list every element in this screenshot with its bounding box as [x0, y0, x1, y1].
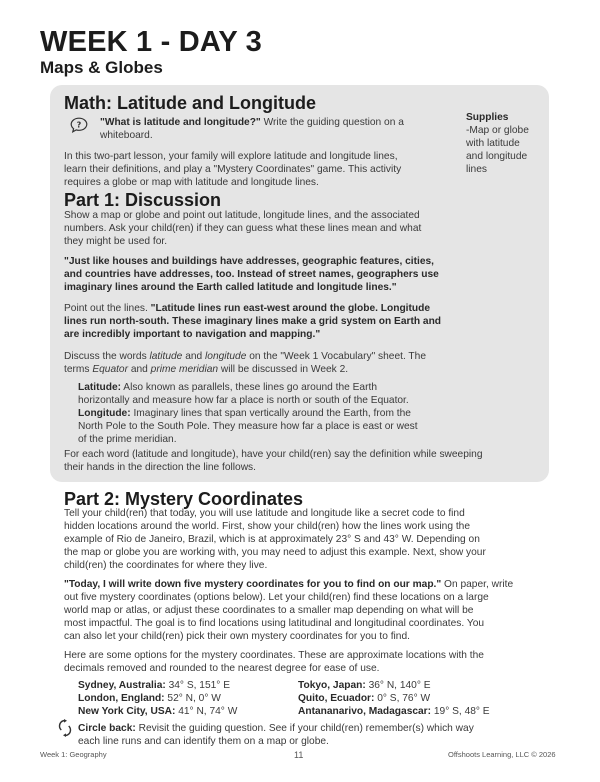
text-fragment: on the "Week 1 Vocabulary" sheet. The: [246, 351, 426, 362]
coord-place: New York City, USA:: [78, 706, 176, 717]
text-line: child(ren) the coordinates for where they live.: [64, 560, 268, 571]
page-subtitle: Maps & Globes: [40, 58, 163, 77]
guiding-question-rest: Write the guiding question on a: [260, 117, 404, 128]
text-line: the map or globe you are working with, you may need to adjust this example. Next, show your: [64, 547, 486, 558]
coord-value: 52° N, 0° W: [164, 693, 221, 704]
text-line: most impactful. The goal is to find locations using latitudinal and longitudinal coordinates. You: [64, 618, 485, 629]
supplies-line: and longitude: [466, 151, 528, 162]
text-line: Here are some options for the mystery coordinates. These are approximate locations with the: [64, 650, 484, 661]
text-fragment: will be discussed in Week 2.: [218, 364, 349, 375]
term-italic: Equator: [92, 364, 128, 375]
coord-value: 0° S, 76° W: [374, 693, 431, 704]
intro-line: In this two-part lesson, your family will explore latitude and longitude lines,: [64, 151, 398, 162]
mystery-quote: "Today, I will write down five mystery coordinates for you to find on our map.": [64, 579, 442, 590]
text-line: hidden locations around the world. First, show your child(ren) how the lines work using the: [64, 521, 471, 532]
math-intro: [64, 150, 401, 189]
term-italic: longitude: [205, 351, 247, 362]
coord-value: 19° S, 48° E: [431, 706, 490, 717]
supplies-line: with latitude: [466, 138, 520, 149]
coord-value: 41° N, 74° W: [175, 706, 238, 717]
text-line: decimals removed and rounded to the nearest degree for ease of use.: [64, 663, 380, 674]
coord-place: Quito, Ecuador:: [298, 693, 375, 704]
circle-back-icon: [58, 719, 72, 737]
coord-value: 36° N, 140° E: [365, 680, 431, 691]
part1-heading: Part 1: Discussion: [64, 190, 222, 210]
coord-place: Antananarivo, Madagascar:: [298, 706, 432, 717]
supplies-box: [466, 111, 529, 176]
text-fragment: terms: [64, 364, 93, 375]
part1-closing: [64, 448, 483, 474]
term-italic: latitude: [149, 351, 183, 362]
part1-intro: [64, 209, 421, 248]
latitude-term: Latitude:: [78, 382, 122, 393]
coord-place: Sydney, Australia:: [78, 680, 166, 691]
definition-line: of the prime meridian.: [78, 434, 177, 445]
text-fragment: Revisit the guiding question. See if your child(ren) remember(s) which way: [135, 723, 474, 734]
longitude-term: Longitude:: [78, 408, 131, 419]
intro-line: requires a globe or map with latitude and longitude lines.: [64, 177, 319, 188]
definition-line: horizontally and measure how far a place is north or south of the Equator.: [78, 395, 409, 406]
quote-line: "Just like houses and buildings have addresses, geographic features, cities,: [64, 256, 435, 267]
text-line: For each word (latitude and longitude), have your child(ren) say the definition while sweeping: [64, 449, 483, 460]
text-fragment: Discuss the words: [64, 351, 150, 362]
text-line: Tell your child(ren) that today, you will use latitude and longitude like a secret code to find: [64, 508, 465, 519]
supplies-line: -Map or globe: [466, 125, 529, 136]
part1-quote: [64, 255, 439, 294]
coord-place: London, England:: [78, 693, 165, 704]
text-fragment: and: [128, 364, 151, 375]
intro-line: learn their definitions, and play a "Mystery Coordinates" game. This activity: [64, 164, 402, 175]
footer-right: Offshoots Learning, LLC © 2026: [448, 750, 556, 759]
question-bubble-icon: [70, 117, 88, 133]
definition-line: Imaginary lines that span vertically around the Earth, from the: [130, 408, 411, 419]
part2-intro: [64, 507, 486, 572]
circle-back: [78, 722, 474, 748]
supplies-line: lines: [466, 164, 487, 175]
text-line: their hands in the direction the line follows.: [64, 462, 256, 473]
page-number: 11: [294, 750, 304, 760]
definition-line: North Pole to the South Pole. They measure how far a place is east or west: [78, 421, 418, 432]
part2-instructions: [64, 578, 513, 643]
definition-line: Also known as parallels, these lines go around the Earth: [121, 382, 377, 393]
guiding-question-bold: "What is latitude and longitude?": [100, 117, 261, 128]
part1-point-out: [64, 302, 441, 341]
text-line: they might be used for.: [64, 236, 168, 247]
guiding-question: [100, 116, 404, 142]
text-line: each line runs and can identify them on a map or globe.: [78, 736, 329, 747]
footer-left: Week 1: Geography: [40, 750, 107, 759]
text-fragment: On paper, write: [441, 579, 514, 590]
text-line: Show a map or globe and point out latitude, longitude lines, and the associated: [64, 210, 420, 221]
text-line: out five mystery coordinates (options below). Let your child(ren) find these locations on a large: [64, 592, 489, 603]
quote-line: imaginary lines around the Earth called latitude and longitude lines.": [64, 282, 397, 293]
circle-back-label: Circle back:: [78, 723, 136, 734]
coords-right-column: [298, 679, 490, 718]
quote-line: and countries have addresses, too. Instead of street names, geographers use: [64, 269, 439, 280]
part2-options: [64, 649, 484, 675]
point-quote-line: "Latitude lines run east-west around the globe. Longitude: [150, 303, 430, 314]
supplies-heading: Supplies: [466, 112, 509, 123]
text-line: numbers. Ask your child(ren) if they can guess what these lines mean and what: [64, 223, 422, 234]
text-line: example of Rio de Janeiro, Brazil, which is at approximately 23° S and 43° W. Depending on: [64, 534, 480, 545]
coord-value: 34° S, 151° E: [165, 680, 230, 691]
part2-heading: Part 2: Mystery Coordinates: [64, 489, 304, 509]
term-italic: prime meridian: [150, 364, 219, 375]
point-prefix: Point out the lines.: [64, 303, 151, 314]
definitions: [78, 381, 418, 446]
guiding-question-line2: whiteboard.: [100, 130, 153, 141]
page-title: WEEK 1 - DAY 3: [40, 26, 262, 58]
coords-left-column: [78, 679, 237, 718]
math-heading: Math: Latitude and Longitude: [64, 93, 316, 113]
part1-discuss: [64, 350, 426, 376]
point-quote-line: lines run north-south. These imaginary lines make a grid system on Earth and: [64, 316, 442, 327]
text-line: can also let your child(ren) pick their own mystery coordinates for you to find.: [64, 631, 410, 642]
text-line: world map or atlas, or adjust these coordinates to a smaller map depending on what will be: [64, 605, 474, 616]
text-fragment: and: [182, 351, 206, 362]
point-quote-line: are incredibly important to navigation and mapping.": [64, 329, 321, 340]
coord-place: Tokyo, Japan:: [298, 680, 366, 691]
svg-text:?: ?: [76, 120, 82, 130]
